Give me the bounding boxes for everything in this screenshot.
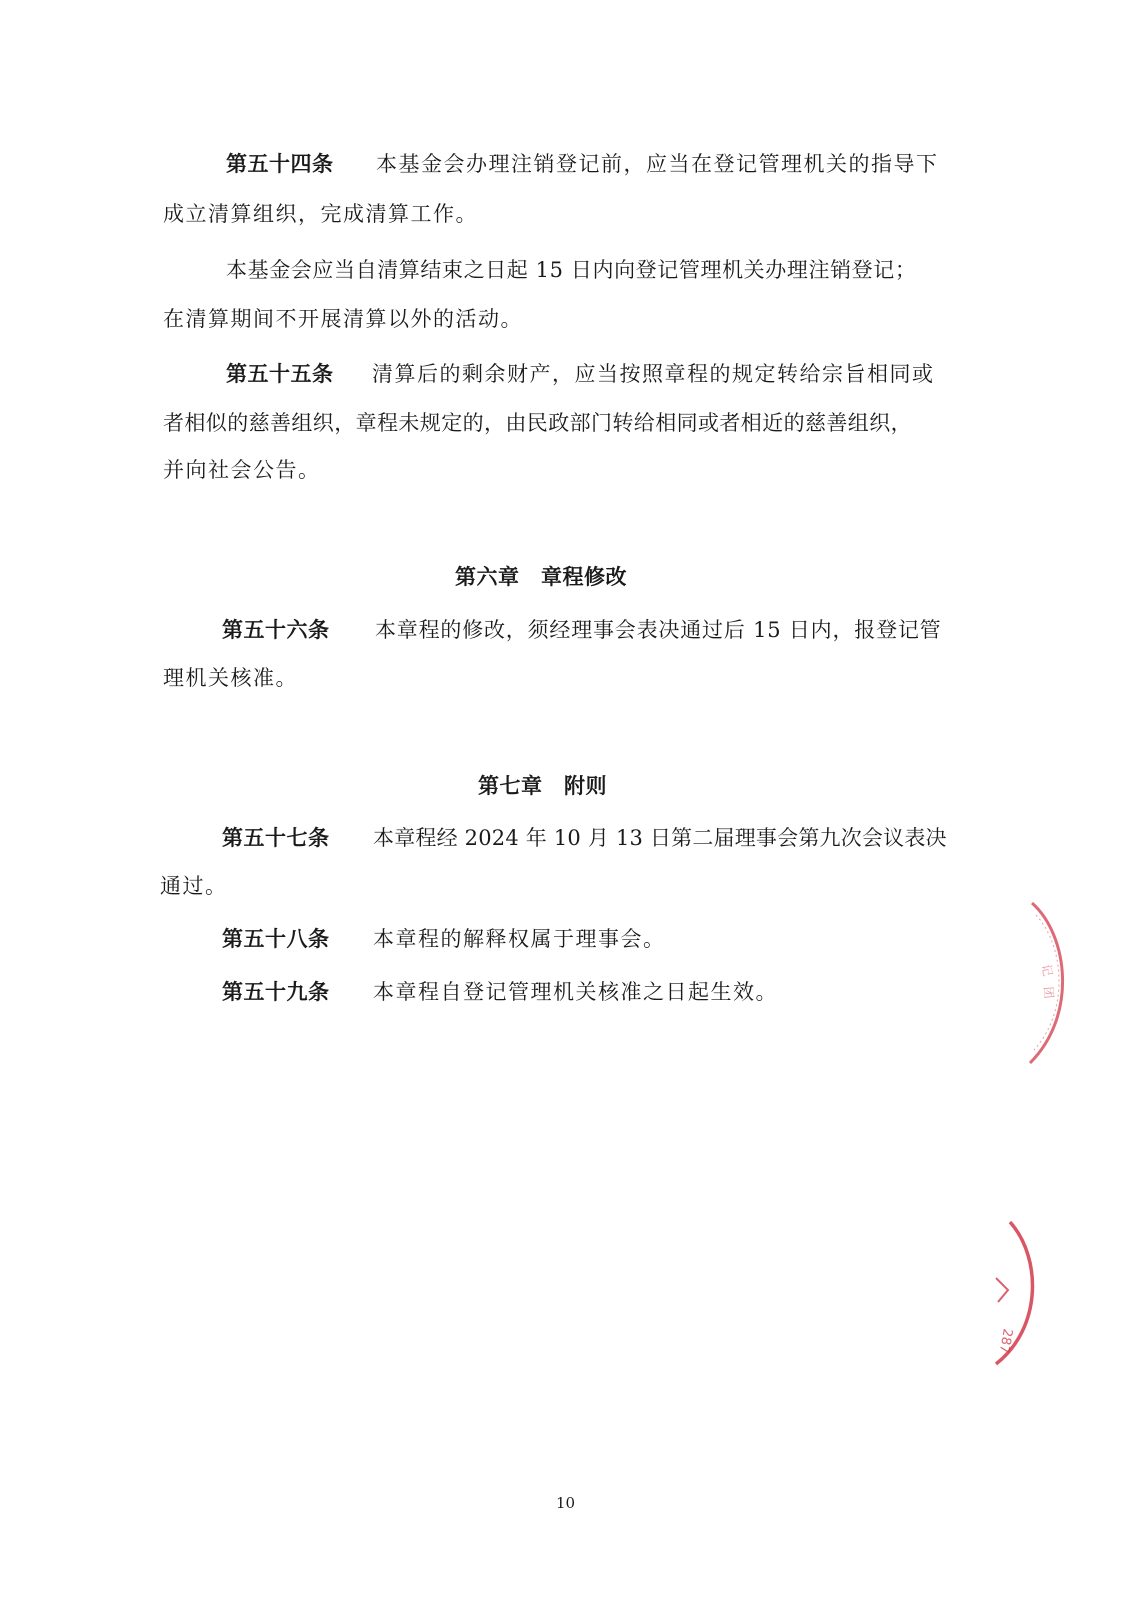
article-55-line-1: 清算后的剩余财产，应当按照章程的规定转给宗旨相同或 xyxy=(372,362,935,386)
seal-icon xyxy=(990,1218,1050,1368)
article-56-label: 第五十六条 xyxy=(222,618,330,642)
article-54-para-2-line-2: 在清算期间不开展清算以外的活动。 xyxy=(163,307,523,331)
article-57-line-1: 本章程经 2024 年 10 月 13 日第二届理事会第九次会议表决 xyxy=(373,826,947,850)
article-57-line-2: 通过。 xyxy=(160,874,228,898)
svg-text:记: 记 xyxy=(1039,963,1055,978)
page-number: 10 xyxy=(555,1494,576,1512)
chapter-6-heading: 第六章 章程修改 xyxy=(455,564,627,589)
article-58-line-1: 本章程的解释权属于理事会。 xyxy=(373,927,666,951)
article-55-line-3: 并向社会公告。 xyxy=(163,458,321,482)
chapter-7-heading: 第七章 附则 xyxy=(478,773,607,798)
article-57-label: 第五十七条 xyxy=(222,826,330,850)
article-56-line-1: 本章程的修改，须经理事会表决通过后 15 日内，报登记管 xyxy=(375,618,942,642)
article-54-label: 第五十四条 xyxy=(226,152,334,176)
article-54-line-2: 成立清算组织，完成清算工作。 xyxy=(163,202,478,226)
article-58-label: 第五十八条 xyxy=(222,927,330,951)
svg-text:团: 团 xyxy=(1041,986,1057,1000)
article-59-label: 第五十九条 xyxy=(222,980,330,1004)
article-54-line-1: 本基金会办理注销登记前，应当在登记管理机关的指导下 xyxy=(376,152,939,176)
article-56-line-2: 理机关核准。 xyxy=(163,666,298,690)
article-54-para-2-line-1: 本基金会应当自清算结束之日起 15 日内向登记管理机关办理注销登记； xyxy=(226,258,917,282)
article-55-line-2: 者相似的慈善组织，章程未规定的，由民政部门转给相同或者相近的慈善组织， xyxy=(163,411,912,435)
article-55-label: 第五十五条 xyxy=(226,362,334,386)
svg-text:287: 287 xyxy=(995,1327,1015,1355)
article-59-line-1: 本章程自登记管理机关核准之日起生效。 xyxy=(373,980,778,1004)
seal-icon xyxy=(1020,895,1080,1070)
